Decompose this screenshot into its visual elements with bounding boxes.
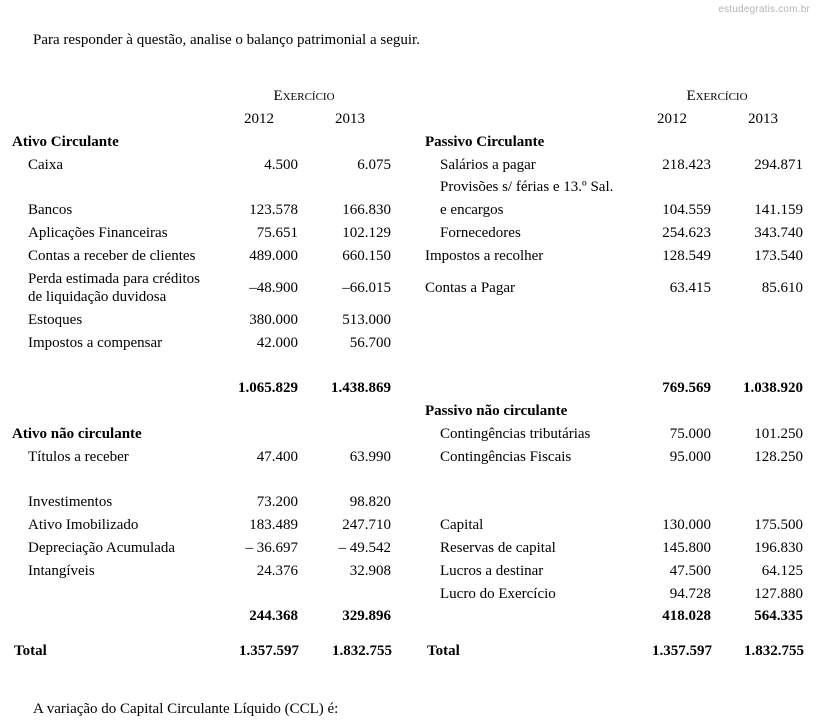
table-row [408,247,817,265]
value-2012: – 36.697 [245,540,298,556]
value-2012: 183.489 [249,517,298,533]
section-title: Ativo não circulante [12,426,142,442]
row-label: Ativo Imobilizado [28,517,139,533]
row-label: Depreciação Acumulada [28,540,176,556]
row-label-line-1: Provisões s/ férias e 13.º Sal. [440,179,614,195]
passivo-year-headers [408,110,817,128]
value-2012: 104.559 [662,202,711,218]
subtotal-2013: 1.438.869 [331,380,391,396]
value-2013: 196.830 [754,540,803,556]
row-label-line-2: de liquidação duvidosa [28,289,167,305]
value-2013: 127.880 [754,586,803,602]
value-2013: 85.610 [761,280,803,296]
value-2012: 47.500 [669,563,711,579]
value-2012: 380.000 [249,312,298,328]
total-2012: 1.357.597 [652,643,712,659]
value-2013: 32.908 [349,563,391,579]
value-2012: 130.000 [662,517,711,533]
table-row [408,585,817,603]
value-2012: 24.376 [256,563,298,579]
value-2013: 128.250 [754,449,803,465]
ativo-circulante-heading [0,133,408,151]
table-row [0,247,408,265]
subtotal-2012: 418.028 [662,608,711,624]
value-2012: 63.415 [669,280,711,296]
exercicio-header: Exercício [273,88,335,104]
intro-text: Para responder à questão, analise o balanço patrimonial a seguir. [33,32,420,48]
value-2013: –66.015 [342,280,391,296]
table-row [408,156,817,174]
table-row [408,224,817,242]
value-2012: 123.578 [249,202,298,218]
row-label: Bancos [28,202,73,218]
value-2012: 489.000 [249,248,298,264]
total-label: Total [427,643,460,659]
value-2012: 75.000 [669,426,711,442]
row-label: Contingências Fiscais [440,449,572,465]
table-row [0,311,408,329]
value-2012: 128.549 [662,248,711,264]
total-row [408,642,817,660]
value-2013: 166.830 [342,202,391,218]
table-row [0,562,408,580]
table-row [408,448,817,466]
row-label: Contas a receber de clientes [28,248,196,264]
table-row [0,201,408,219]
value-2013: 64.125 [761,563,803,579]
row-label: Reservas de capital [440,540,556,556]
total-row [0,642,408,660]
table-row [0,539,408,557]
value-2012: 145.800 [662,540,711,556]
ativo-year-headers [0,110,408,128]
year-header-2013: 2013 [748,111,778,127]
row-label: Investimentos [28,494,113,510]
total-label: Total [14,643,47,659]
subtotal-2013: 564.335 [754,608,803,624]
value-2013: 173.540 [754,248,803,264]
row-label: Estoques [28,312,83,328]
value-2012: 47.400 [256,449,298,465]
value-2013: 63.990 [349,449,391,465]
value-2012: –48.900 [249,280,298,296]
row-label: Caixa [28,157,63,173]
section-title: Passivo não circulante [425,403,568,419]
year-header-2013: 2013 [335,111,365,127]
passivo-column-header [408,87,817,105]
total-2012: 1.357.597 [239,643,299,659]
row-label: Impostos a recolher [425,248,544,264]
value-2013: – 49.542 [338,540,391,556]
total-2013: 1.832.755 [744,643,804,659]
value-2013: 141.159 [754,202,803,218]
ativo-nao-circulante-heading [0,425,408,443]
exercicio-header: Exercício [686,88,748,104]
table-row [408,178,817,219]
value-2012: 42.000 [256,335,298,351]
passivo-circulante-heading [408,133,817,151]
subtotal-row [408,607,817,625]
subtotal-2012: 244.368 [249,608,298,624]
value-2013: 660.150 [342,248,391,264]
subtotal-2013: 1.038.920 [743,380,803,396]
value-2013: 102.129 [342,225,391,241]
year-header-2012: 2012 [244,111,274,127]
row-label: Capital [440,517,484,533]
table-row [408,562,817,580]
value-2012: 95.000 [669,449,711,465]
row-label-line-2: e encargos [440,202,504,218]
value-2013: 343.740 [754,225,803,241]
table-row [0,156,408,174]
table-row [408,539,817,557]
value-2012: 4.500 [264,157,298,173]
subtotal-2012: 769.569 [662,380,711,396]
value-2013: 56.700 [349,335,391,351]
passivo-nao-circulante-heading [408,402,817,420]
value-2013: 247.710 [342,517,391,533]
row-label-line-1: Perda estimada para créditos [28,271,201,287]
value-2013: 6.075 [357,157,391,173]
watermark: estudegratis.com.br [718,4,810,15]
value-2012: 218.423 [662,157,711,173]
row-label: Lucros a destinar [440,563,544,579]
subtotal-row [0,379,408,397]
question-text: A variação do Capital Circulante Líquido (CCL) é: [33,701,339,717]
subtotal-2013: 329.896 [342,608,391,624]
year-header-2012: 2012 [657,111,687,127]
row-label: Títulos a receber [28,449,129,465]
value-2013: 101.250 [754,426,803,442]
total-2013: 1.832.755 [332,643,392,659]
row-label: Contas a Pagar [425,280,515,296]
row-label: Lucro do Exercício [440,586,556,602]
value-2013: 98.820 [349,494,391,510]
value-2013: 294.871 [754,157,803,173]
ativo-column-header [0,87,408,105]
row-label: Intangíveis [28,563,95,579]
table-row [0,224,408,242]
table-row [408,516,817,534]
table-row [408,279,817,297]
section-title: Passivo Circulante [425,134,545,150]
subtotal-row [0,607,408,625]
table-row [0,516,408,534]
table-row [0,270,408,306]
subtotal-2012: 1.065.829 [238,380,298,396]
table-row [0,448,408,466]
table-row [0,334,408,352]
row-label: Fornecedores [440,225,521,241]
value-2012: 254.623 [662,225,711,241]
value-2012: 94.728 [669,586,711,602]
value-2012: 75.651 [256,225,298,241]
row-label: Impostos a compensar [28,335,163,351]
value-2012: 73.200 [256,494,298,510]
table-row [408,425,817,443]
table-row [0,493,408,511]
row-label: Aplicações Financeiras [28,225,168,241]
value-2013: 513.000 [342,312,391,328]
row-label: Contingências tributárias [440,426,591,442]
row-label: Salários a pagar [440,157,536,173]
subtotal-row [408,379,817,397]
section-title: Ativo Circulante [12,134,119,150]
value-2013: 175.500 [754,517,803,533]
